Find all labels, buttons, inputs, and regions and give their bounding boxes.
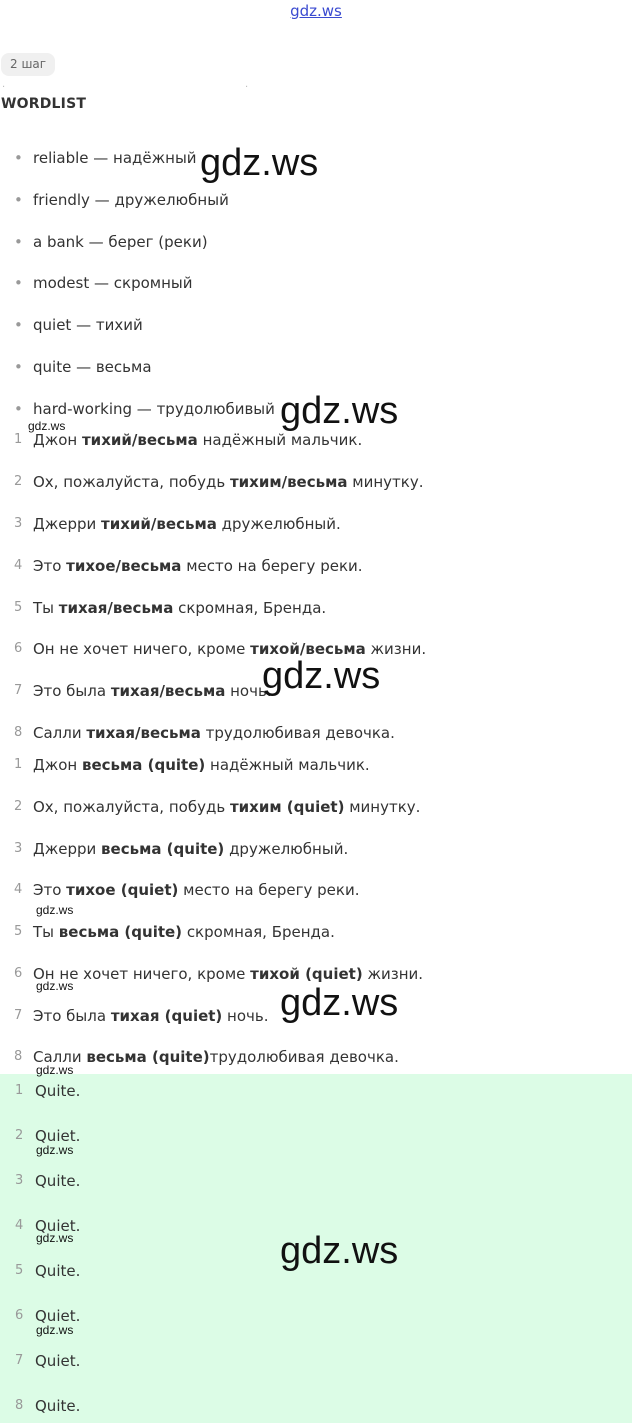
watermark: gdz.ws [28,419,66,433]
watermark: gdz.ws [36,1323,74,1337]
bullet-icon: • [14,274,23,292]
bullet-icon: • [14,400,23,418]
site-link[interactable]: gdz.ws [290,2,342,20]
watermark: gdz.ws [280,982,399,1024]
watermark: gdz.ws [36,979,74,993]
watermark: gdz.ws [36,1231,74,1245]
watermark: gdz.ws [262,655,381,697]
bullet-icon: • [14,191,23,209]
bullet-icon: • [14,149,23,167]
watermark: gdz.ws [36,1063,74,1077]
bullet-icon: • [14,233,23,251]
watermark: gdz.ws [200,142,319,184]
bullet-icon: • [14,358,23,376]
watermark: gdz.ws [36,903,74,917]
step-badge: 2 шаг [1,53,55,76]
watermark: gdz.ws [36,1143,74,1157]
wordlist-title: WORDLIST [1,96,87,112]
watermark: gdz.ws [280,390,399,432]
answer-block: 1 Quite. 2 Quiet. 3 Quite. 4 Quiet. 5 Quite. 6 Quiet. 7 Quiet. 8 Quite. [0,1074,632,1423]
decorative-dot: · [245,82,249,93]
watermark: gdz.ws [280,1230,399,1272]
decorative-dot: · [2,82,6,93]
bullet-icon: • [14,316,23,334]
